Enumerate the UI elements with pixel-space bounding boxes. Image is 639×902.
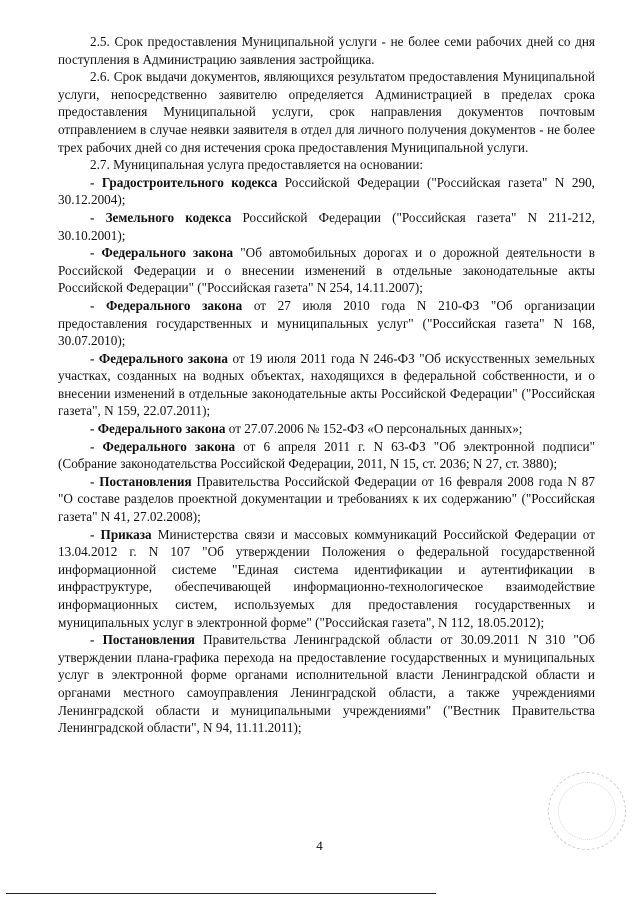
paragraph-text: 2.7. Муниципальная услуга предоставляется на основании:	[90, 157, 424, 173]
legal-basis-item	[58, 209, 595, 244]
legal-basis-item	[58, 297, 595, 350]
legal-basis-item	[58, 473, 595, 526]
legal-basis-text: Правительства Ленинградской области от 30.09.2011 N 310 "Об утверждении плана-графика перехода на предоставление государственных и муниципальных услуг в электронной форме органами исполнительной власти Ленинградской области и органами местного самоуправления Ленинградской области, а также учреждениями Ленинградской области и муниципальными учреждениями" ("Вестник Правительства Ленинградской области", N 94, 11.11.2011);	[58, 632, 595, 736]
legal-basis-text: Министерства связи и массовых коммуникаций Российской Федерации от 13.04.2012 г. N 107 "Об утверждении Положения о федеральной государственной информационной системе "Единая система идентификации и аутентификации в инфраструктуре, обеспечивающей информационно-технологическое взаимодействие информационных систем, используемых для предоставления государственных и муниципальных услуг в электронной форме" ("Российская газета", N 112, 18.05.2012);	[58, 526, 595, 630]
legal-basis-text: от 27.07.2006 № 152-ФЗ «О персональных данных»;	[225, 421, 523, 437]
legal-basis-text: от 19 июля 2011 года N 246-ФЗ "Об искусственных земельных участках, созданных на водных объектах, находящихся в федеральной собственности, и о внесении изменений в отдельные законодательные акты Российской Федерации" ("Российская газета", N 159, 22.07.2011);	[58, 350, 595, 419]
legal-basis-item	[58, 174, 595, 209]
legal-basis-lead: - Федерального закона	[90, 438, 236, 454]
legal-basis-lead: - Федерального закона	[90, 350, 228, 366]
document-body	[58, 33, 595, 737]
legal-basis-lead: - Федерального закона	[90, 245, 234, 261]
paragraph-2-5	[58, 33, 595, 68]
legal-basis-item	[58, 526, 595, 632]
legal-basis-lead: - Постановления	[90, 473, 192, 489]
legal-basis-lead: - Приказа	[90, 526, 152, 542]
legal-basis-item	[58, 350, 595, 420]
legal-basis-text: от 6 апреля 2011 г. N 63-ФЗ "Об электронной подписи" (Собрание законодательства Российской Федерации, 2011, N 15, ст. 2036; N 27, ст. 3880);	[58, 438, 595, 472]
legal-basis-item	[58, 438, 595, 473]
legal-basis-text: Правительства Российской Федерации от 16 февраля 2008 года N 87 "О составе разделов проектной документации и требованиях к их содержанию" ("Российская газета" N 41, 27.02.2008);	[58, 473, 595, 525]
legal-basis-lead: - Федерального закона	[90, 297, 243, 313]
legal-basis-text: "Об автомобильных дорогах и о дорожной деятельности в Российской Федерации и о внесении изменений в отдельные законодательные акты Российской Федерации" ("Российская газета" N 254, 14.11.2007);	[58, 245, 596, 296]
legal-basis-text: Российской Федерации ("Российская газета" N 290, 30.12.2004);	[58, 174, 595, 208]
legal-basis-item	[58, 420, 595, 438]
paragraph-2-6	[58, 68, 595, 156]
paragraph-text: 2.5. Срок предоставления Муниципальной услуги - не более семи рабочих дней со дня поступления в Администрацию заявления застройщика.	[58, 34, 595, 67]
legal-basis-item	[58, 631, 595, 737]
legal-basis-lead: - Градостроительного кодекса	[90, 174, 278, 190]
legal-basis-lead: - Постановления	[90, 632, 195, 648]
legal-basis-lead: - Земельного кодекса	[90, 209, 232, 225]
page-number: 4	[316, 838, 323, 853]
legal-basis-text: от 27 июля 2010 года N 210-ФЗ "Об организации предоставления государственных и муниципальных услуг" ("Российская газета" N 168, 30.07.2010);	[58, 297, 595, 349]
legal-basis-lead: - Федерального закона	[90, 421, 226, 437]
footer-divider	[6, 893, 436, 894]
legal-basis-item	[58, 244, 595, 297]
legal-basis-text: Российской Федерации ("Российская газета" N 211-212, 30.10.2001);	[58, 209, 596, 243]
paragraph-text: 2.6. Срок выдачи документов, являющихся результатом предоставления Муниципальной услуги, непосредственно заявителю определяется Администрацией в пределах срока предоставления Муниципальной услуги, срок направления документов почтовым отправлением в случае неявки заявителя в отдел для личного получения документов - не более трех рабочих дней со дня истечения срока предоставления Муниципальной услуги.	[58, 69, 595, 155]
paragraph-2-7	[58, 156, 595, 174]
